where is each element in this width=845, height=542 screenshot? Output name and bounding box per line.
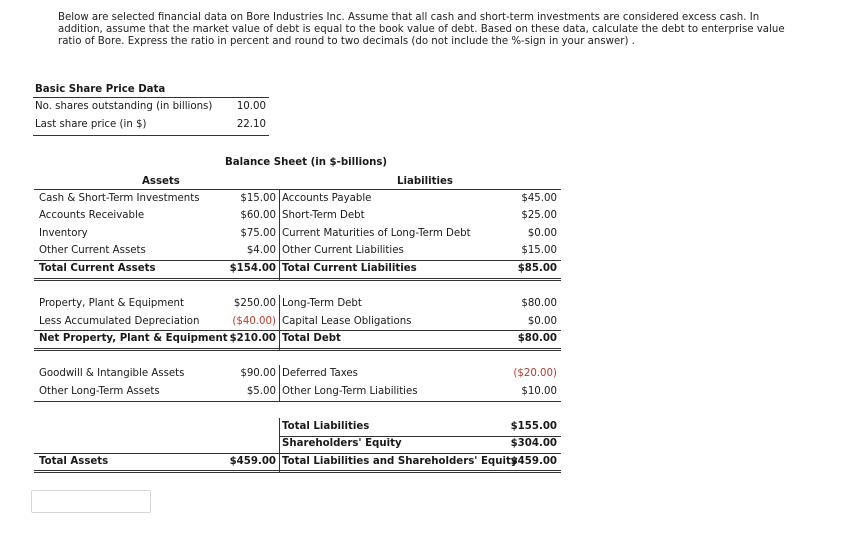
total-liabilities-equity-value: $459.00	[510, 456, 557, 467]
liability-label: Accounts Payable	[282, 193, 372, 204]
balance-sheet-top-rule	[34, 189, 561, 190]
column-divider-2	[279, 295, 280, 350]
long-term-section-rule	[34, 401, 561, 402]
asset-label: Cash & Short-Term Investments	[39, 193, 200, 204]
liability-value: $80.00	[521, 298, 557, 309]
liability-value: $0.00	[527, 228, 557, 239]
liability-value: $10.00	[521, 386, 557, 397]
total-liabilities-value: $155.00	[510, 421, 557, 432]
share-data-top-rule	[33, 97, 269, 98]
total-debt-value: $80.00	[517, 333, 557, 344]
current-total-double-rule	[34, 278, 561, 281]
asset-value: $4.00	[246, 245, 276, 256]
liability-label: Long-Term Debt	[282, 298, 362, 309]
ppe-total-double-rule	[34, 348, 561, 351]
liability-value: $45.00	[521, 193, 557, 204]
total-current-liabilities-label: Total Current Liabilities	[282, 263, 417, 274]
liability-label: Deferred Taxes	[282, 368, 358, 379]
asset-value: $250.00	[233, 298, 276, 309]
share-price-label: Last share price (in $)	[35, 119, 147, 130]
total-debt-label: Total Debt	[282, 333, 341, 344]
liabilities-header: Liabilities	[397, 176, 453, 187]
answer-input[interactable]	[31, 490, 151, 513]
total-liabilities-equity-label: Total Liabilities and Shareholders' Equity	[282, 456, 518, 467]
liability-label: Short-Term Debt	[282, 210, 365, 221]
liability-label: Current Maturities of Long-Term Debt	[282, 228, 471, 239]
equity-label: Shareholders' Equity	[282, 438, 402, 449]
liability-value: $0.00	[527, 316, 557, 327]
shares-outstanding-value: 10.00	[236, 101, 266, 112]
total-assets-value: $459.00	[229, 456, 276, 467]
total-current-assets-value: $154.00	[229, 263, 276, 274]
asset-value: $90.00	[240, 368, 276, 379]
asset-label: Less Accumulated Depreciation	[39, 316, 200, 327]
equity-value: $304.00	[510, 438, 557, 449]
shares-outstanding-label: No. shares outstanding (in billions)	[35, 101, 213, 112]
asset-value: $5.00	[246, 386, 276, 397]
total-liabilities-label: Total Liabilities	[282, 421, 370, 432]
asset-label: Other Long-Term Assets	[39, 386, 160, 397]
assets-header: Assets	[142, 176, 180, 187]
totals-rule	[34, 453, 561, 454]
asset-label: Property, Plant & Equipment	[39, 298, 184, 309]
asset-value: $75.00	[240, 228, 276, 239]
share-data-title: Basic Share Price Data	[35, 84, 166, 95]
total-current-liabilities-value: $85.00	[517, 263, 557, 274]
share-data-bottom-rule	[33, 135, 269, 136]
liability-value: ($20.00)	[513, 368, 557, 379]
asset-value: $60.00	[240, 210, 276, 221]
column-divider-1	[279, 189, 280, 280]
asset-label: Inventory	[39, 228, 88, 239]
liability-value: $15.00	[521, 245, 557, 256]
asset-label: Accounts Receivable	[39, 210, 145, 221]
total-current-assets-label: Total Current Assets	[39, 263, 156, 274]
column-divider-4	[279, 418, 280, 472]
total-assets-label: Total Assets	[39, 456, 109, 467]
asset-value: $15.00	[240, 193, 276, 204]
share-price-value: 22.10	[236, 119, 266, 130]
liability-label: Capital Lease Obligations	[282, 316, 412, 327]
column-divider-3	[279, 365, 280, 402]
liability-value: $25.00	[521, 210, 557, 221]
asset-label: Other Current Assets	[39, 245, 146, 256]
balance-sheet-title: Balance Sheet (in $-billions)	[225, 157, 388, 168]
liability-label: Other Long-Term Liabilities	[282, 386, 418, 397]
grand-total-double-rule	[34, 470, 561, 473]
net-ppe-value: $210.00	[229, 333, 276, 344]
liability-label: Other Current Liabilities	[282, 245, 404, 256]
equity-rule	[279, 436, 561, 437]
asset-label: Goodwill & Intangible Assets	[39, 368, 185, 379]
ppe-section-rule	[34, 330, 561, 331]
question-text: Below are selected financial data on Bore Industries Inc. Assume that all cash and short-term investments are considered excess cash. In addition, assume that the market value of debt is equal to the book value of debt. Based on these data, calculate the debt to enterprise value ratio of Bore. Express the ratio in percent and round to two decimals (do not include the %-sign in your answer) .	[58, 12, 785, 47]
current-section-rule	[34, 260, 561, 261]
net-ppe-label: Net Property, Plant & Equipment	[39, 333, 228, 344]
asset-value: ($40.00)	[232, 316, 276, 327]
